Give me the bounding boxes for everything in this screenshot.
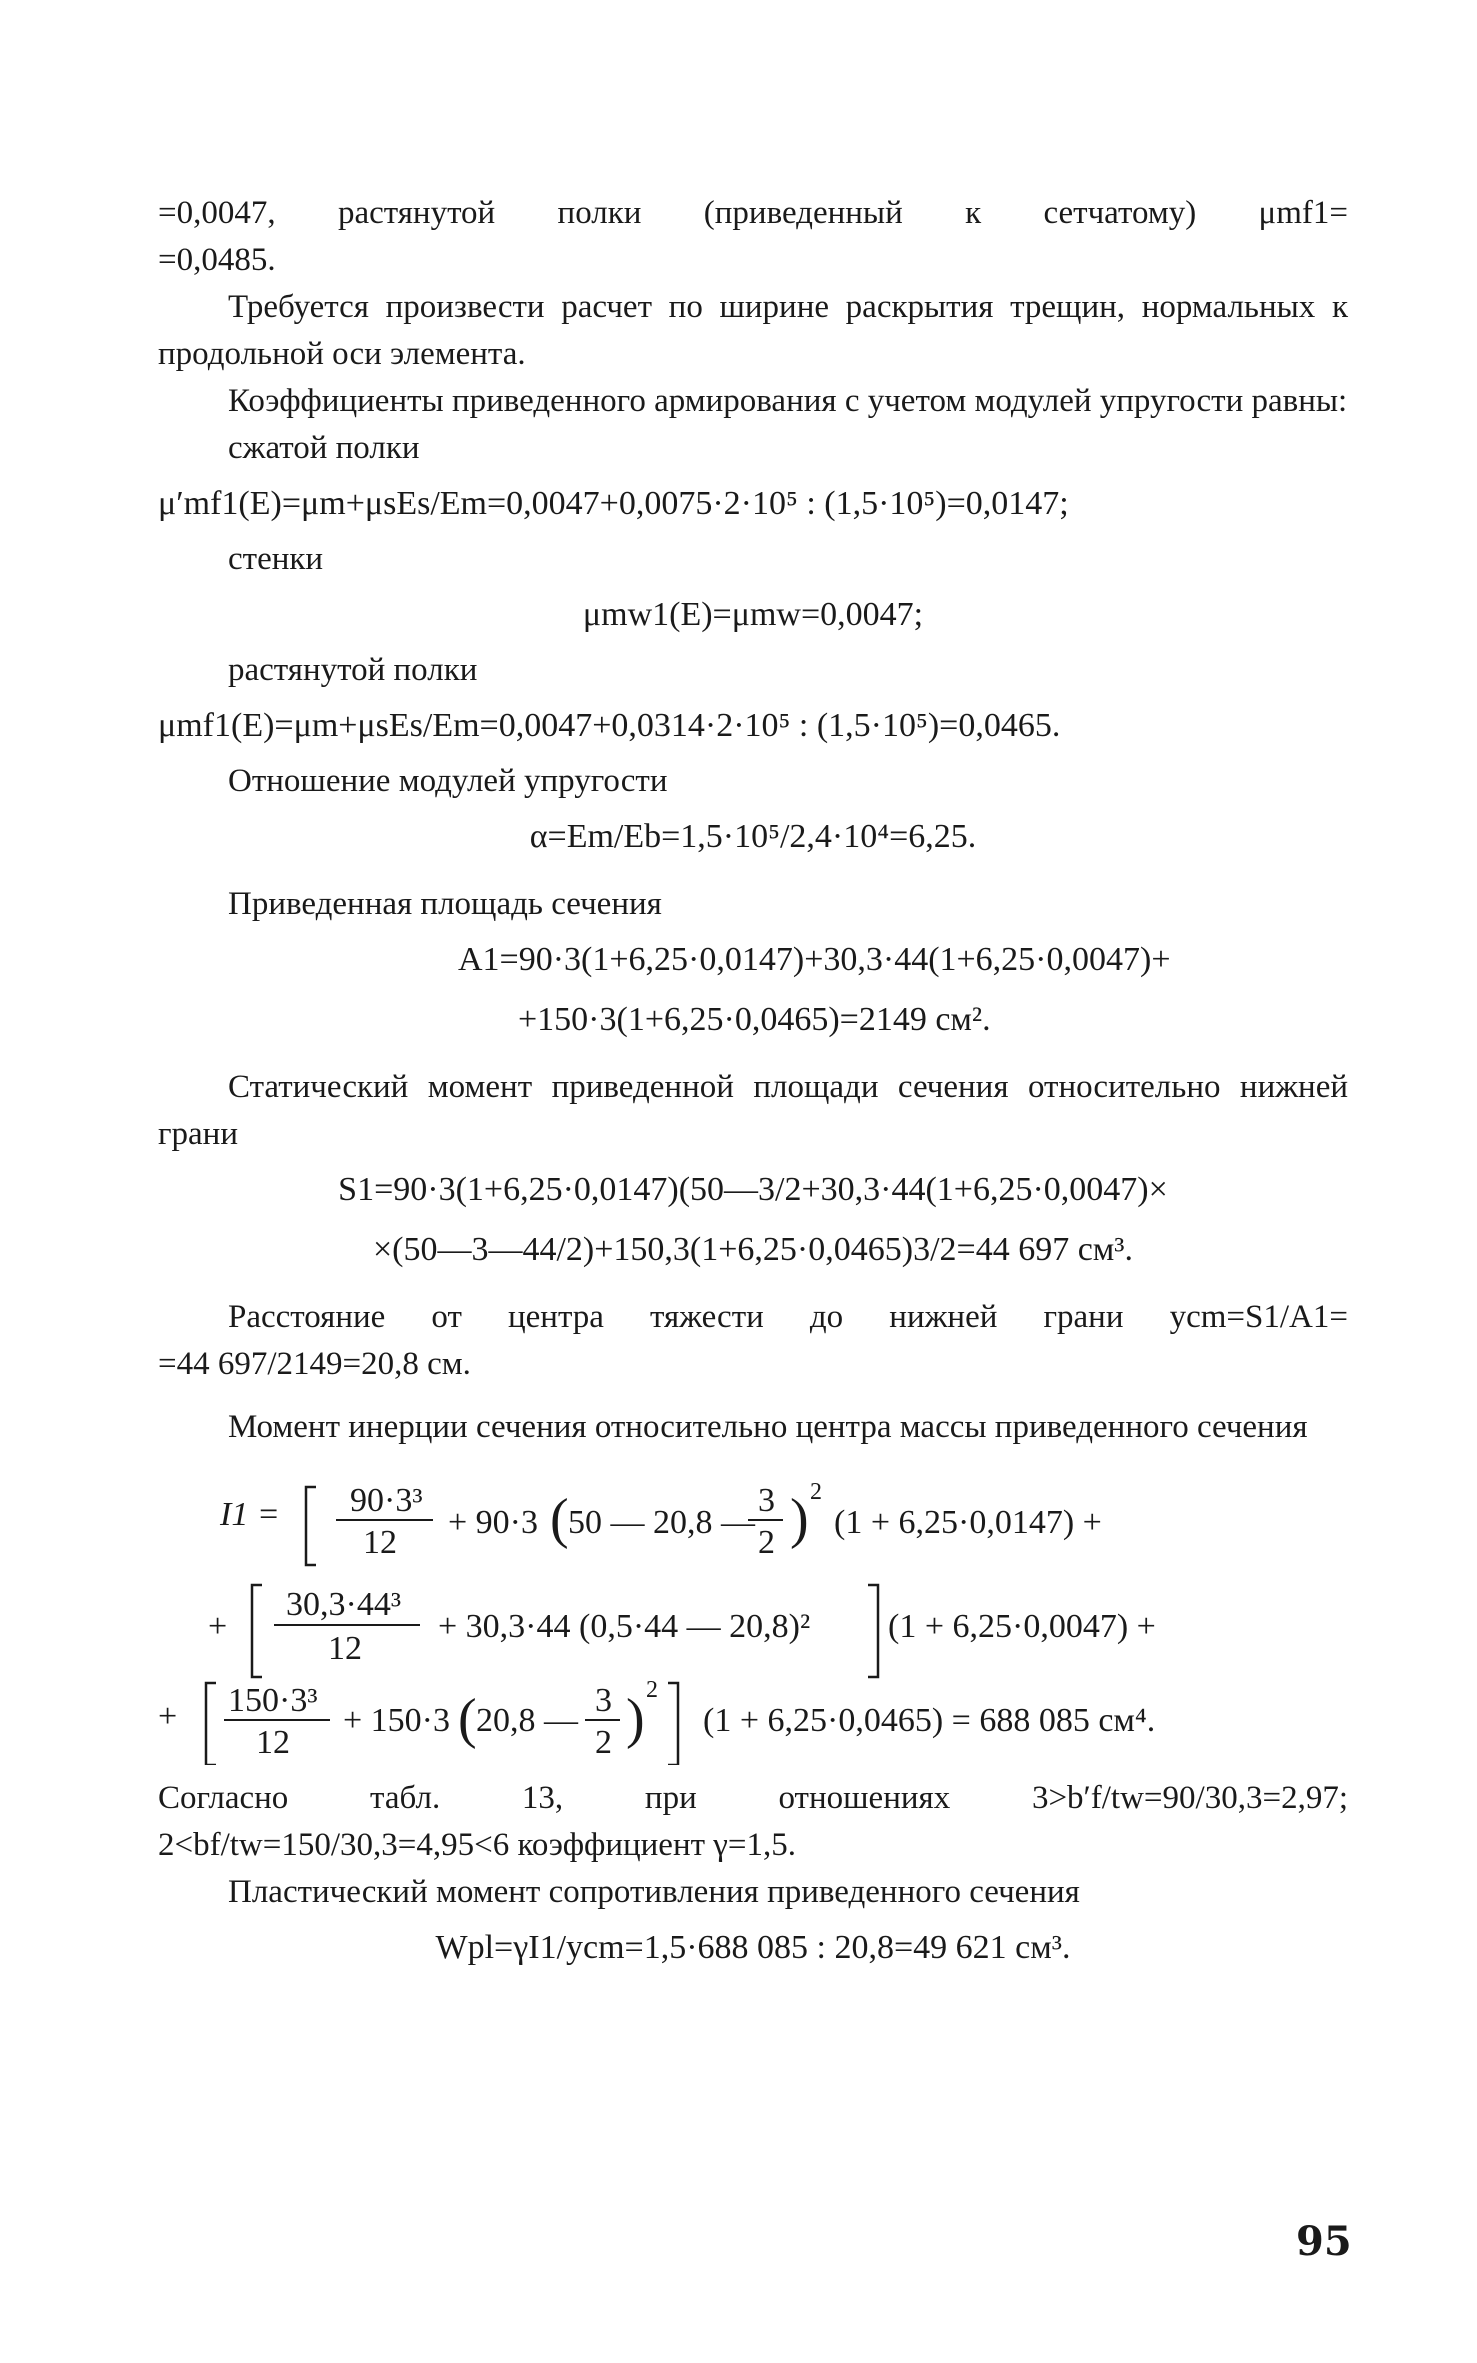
- frac-denominator: 12: [363, 1524, 397, 1561]
- paragraph-moment-of-inertia: Момент инерции сечения относительно центра массы приведенного сечения: [228, 1409, 1308, 1445]
- frac-numerator: 30,3·44³: [286, 1586, 402, 1623]
- exponent: 2: [810, 1479, 822, 1505]
- label-tension-flange: растянутой полки: [228, 652, 478, 688]
- bracket-open: [206, 1683, 216, 1765]
- equation-plastic-moment: Wpl=γI1/ycm=1,5·688 085 : 20,8=49 621 см³.: [435, 1929, 1071, 1966]
- term-text: (1 + 6,25·0,0047) +: [888, 1608, 1156, 1645]
- term-text: +: [208, 1608, 228, 1645]
- term-text: (1 + 6,25·0,0147) +: [834, 1504, 1102, 1541]
- frac-numerator: 150·3³: [228, 1682, 318, 1719]
- paragraph-centroid-distance: [158, 1294, 1348, 1341]
- text-line: Расстояние от центра тяжести до нижней грани ycm=S1/A1=: [228, 1299, 1348, 1335]
- equation-tension-flange: μmf1(E)=μm+μsEs/Em=0,0047+0,0314·2·10⁵ : (1,5·10⁵)=0,0465.: [158, 707, 1061, 744]
- term-text: (1 + 6,25·0,0465) = 688 085 см⁴.: [703, 1702, 1156, 1739]
- equation-area-line2: +150·3(1+6,25·0,0465)=2149 см².: [518, 1001, 991, 1038]
- text-line: Согласно табл. 13, при отношениях 3>b′f/tw=90/30,3=2,97;: [158, 1780, 1348, 1816]
- frac-denominator: 12: [328, 1630, 362, 1667]
- equation-web: μmw1(E)=μmw=0,0047;: [582, 596, 924, 633]
- equation-compressed-flange: μ′mf1(E)=μm+μsEs/Em=0,0047+0,0075·2·10⁵ : (1,5·10⁵)=0,0147;: [158, 485, 1069, 522]
- term-text: 20,8 —: [476, 1702, 578, 1739]
- frac-denominator: 2: [595, 1724, 612, 1761]
- term-text: + 30,3·44 (0,5·44 — 20,8)²: [438, 1608, 811, 1645]
- paragraph-coefficients: Коэффициенты приведенного армирования с учетом модулей упругости равны:: [228, 383, 1348, 419]
- text-line: =0,0485.: [158, 242, 276, 278]
- paragraph-plastic-moment: Пластический момент сопротивления приведенного сечения: [228, 1874, 1080, 1910]
- paren-close: ): [626, 1688, 645, 1750]
- equation-moment-of-inertia: [158, 1465, 1348, 1765]
- equation-static-line2: ×(50—3—44/2)+150,3(1+6,25·0,0465)3/2=44 697 см³.: [372, 1231, 1133, 1268]
- frac-denominator: 12: [256, 1724, 290, 1761]
- paragraph-continued: [158, 190, 1348, 237]
- label-web: стенки: [228, 541, 324, 577]
- frac-numerator: 90·3³: [350, 1482, 423, 1519]
- paren-close: ): [790, 1488, 809, 1550]
- text-line: =44 697/2149=20,8 см.: [158, 1346, 471, 1382]
- page-content: [158, 190, 1348, 1980]
- text-line: =0,0047, растянутой полки (приведенный к сетчатому) μmf1=: [158, 195, 1348, 231]
- equation-area-line1: A1=90·3(1+6,25·0,0147)+30,3·44(1+6,25·0,0047)+: [458, 941, 1171, 978]
- inertia-lhs: I1 =: [220, 1496, 280, 1533]
- label-modulus-ratio: Отношение модулей упругости: [228, 763, 668, 799]
- paragraph-requirement: Требуется произвести расчет по ширине раскрытия трещин, нормальных к продольной оси элемента.: [158, 289, 1348, 372]
- term-text: 50 — 20,8 —: [568, 1504, 755, 1541]
- frac-numerator: 3: [758, 1482, 775, 1519]
- paren-open: (: [550, 1488, 569, 1550]
- term-text: +: [158, 1698, 178, 1735]
- bracket-close: [868, 1585, 878, 1677]
- label-reduced-area: Приведенная площадь сечения: [228, 886, 662, 922]
- paragraph-static-moment: Статический момент приведенной площади сечения относительно нижней грани: [158, 1069, 1348, 1152]
- page-number: 95: [1296, 2218, 1352, 2265]
- equation-modulus-ratio: α=Em/Eb=1,5·10⁵/2,4·10⁴=6,25.: [529, 818, 977, 855]
- frac-denominator: 2: [758, 1524, 775, 1561]
- bracket-close: [668, 1683, 678, 1765]
- bracket-open: [306, 1487, 316, 1565]
- paragraph-table-ref: [158, 1775, 1348, 1822]
- frac-numerator: 3: [595, 1682, 612, 1719]
- bracket-open: [252, 1585, 262, 1677]
- label-compressed-flange: сжатой полки: [228, 430, 420, 466]
- exponent: 2: [646, 1677, 658, 1703]
- term-text: + 90·3: [448, 1504, 538, 1541]
- text-line: 2<bf/tw=150/30,3=4,95<6 коэффициент γ=1,5.: [158, 1827, 796, 1863]
- paren-open: (: [458, 1688, 477, 1750]
- term-text: + 150·3: [343, 1702, 450, 1739]
- equation-static-line1: S1=90·3(1+6,25·0,0147)(50—3/2+30,3·44(1+6,25·0,0047)×: [338, 1171, 1168, 1208]
